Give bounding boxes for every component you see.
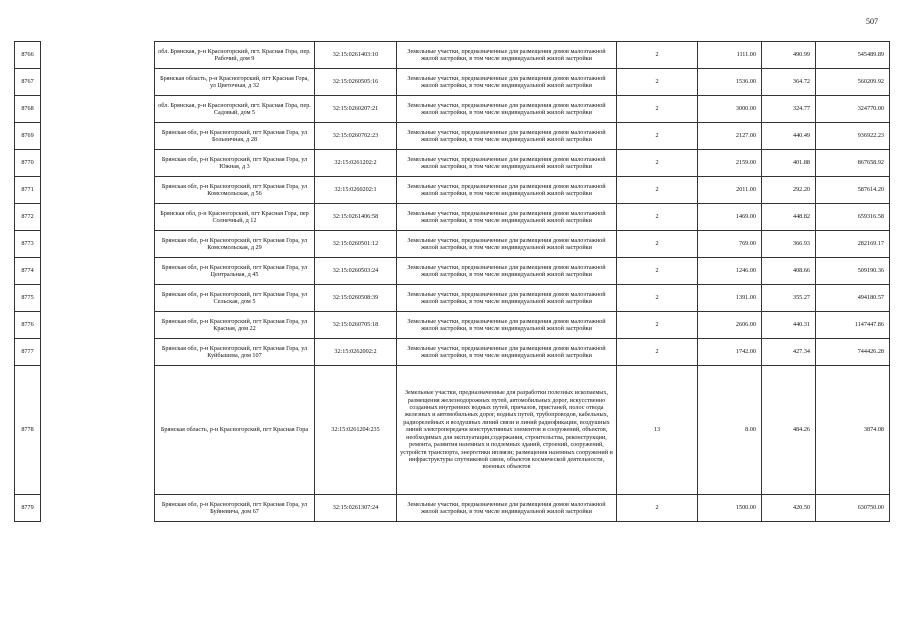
address-cell: Брянская область, р-н Красногорский, пгт Красная Гора — [155, 366, 315, 495]
area-cell: 1111.00 — [698, 42, 762, 69]
rate-cell: 490.99 — [762, 42, 816, 69]
gap-cell — [41, 312, 155, 339]
table-row — [15, 231, 890, 258]
area-cell: 1742.00 — [698, 339, 762, 366]
rate-cell: 324.77 — [762, 96, 816, 123]
land-use-cell: Земельные участки, предназначенные для размещения домов малоэтажной жилой застройки, в том числе индивидуальной жилой застройки — [397, 123, 617, 150]
group-cell: 2 — [617, 285, 698, 312]
address-cell: Брянская область, р-н Красногорский, пгт Красная Гора, ул Цветочная, д 32 — [155, 69, 315, 96]
table-row — [15, 339, 890, 366]
rate-cell: 448.82 — [762, 204, 816, 231]
table-row — [15, 177, 890, 204]
cadastral-number-cell: 32:15:0261307:24 — [315, 495, 397, 522]
cadastral-number-cell: 32:15:0261204:235 — [315, 366, 397, 495]
gap-cell — [41, 366, 155, 495]
rate-cell: 484.26 — [762, 366, 816, 495]
row-id: 8767 — [15, 69, 41, 96]
address-cell: Брянская обл, р-н Красногорский, пгт Красная Гора, ул Центральная, д 45 — [155, 258, 315, 285]
cadastral-value-cell: 587614.20 — [816, 177, 890, 204]
rate-cell: 408.66 — [762, 258, 816, 285]
group-cell: 2 — [617, 258, 698, 285]
group-cell: 2 — [617, 69, 698, 96]
address-cell: Брянская обл, р-н Красногорский, пгт Красная Гора, ул Красная, дом 22 — [155, 312, 315, 339]
gap-cell — [41, 69, 155, 96]
cadastral-number-cell: 32:15:0260503:24 — [315, 258, 397, 285]
row-id: 8778 — [15, 366, 41, 495]
group-cell: 2 — [617, 312, 698, 339]
gap-cell — [41, 123, 155, 150]
cadastral-number-cell: 32:15:0260702:23 — [315, 123, 397, 150]
group-cell: 2 — [617, 204, 698, 231]
land-use-cell: Земельные участки, предназначенные для размещения домов малоэтажной жилой застройки, в том числе индивидуальной жилой застройки — [397, 231, 617, 258]
row-id: 8766 — [15, 42, 41, 69]
land-use-cell: Земельные участки, предназначенные для размещения домов малоэтажной жилой застройки, в том числе индивидуальной жилой застройки — [397, 258, 617, 285]
group-cell: 2 — [617, 150, 698, 177]
cadastral-value-cell: 324770.00 — [816, 96, 890, 123]
rate-cell: 420.50 — [762, 495, 816, 522]
row-id: 8770 — [15, 150, 41, 177]
area-cell: 769.00 — [698, 231, 762, 258]
table-row — [15, 96, 890, 123]
cadastral-number-cell: 32:15:0261406:58 — [315, 204, 397, 231]
cadastral-value-cell: 282169.17 — [816, 231, 890, 258]
area-cell: 3000.00 — [698, 96, 762, 123]
area-cell: 1469.00 — [698, 204, 762, 231]
land-use-cell: Земельные участки, предназначенные для размещения домов малоэтажной жилой застройки, в том числе индивидуальной жилой застройки — [397, 312, 617, 339]
cadastral-number-cell: 32:15:0260501:12 — [315, 231, 397, 258]
cadastral-value-cell: 936922.23 — [816, 123, 890, 150]
cadastral-number-cell: 32:15:0261403:10 — [315, 42, 397, 69]
address-cell: Брянская обл, р-н Красногорский, пгт Красная Гора, ул Сельская, дом 5 — [155, 285, 315, 312]
gap-cell — [41, 231, 155, 258]
gap-cell — [41, 204, 155, 231]
area-cell: 2127.00 — [698, 123, 762, 150]
area-cell: 1536.00 — [698, 69, 762, 96]
row-id: 8776 — [15, 312, 41, 339]
group-cell: 2 — [617, 123, 698, 150]
row-id: 8768 — [15, 96, 41, 123]
group-cell: 2 — [617, 42, 698, 69]
row-id: 8771 — [15, 177, 41, 204]
table-row — [15, 204, 890, 231]
land-use-cell: Земельные участки, предназначенные для размещения домов малоэтажной жилой застройки, в том числе индивидуальной жилой застройки — [397, 42, 617, 69]
rate-cell: 364.72 — [762, 69, 816, 96]
gap-cell — [41, 42, 155, 69]
cadastral-value-cell: 1147447.86 — [816, 312, 890, 339]
land-use-cell: Земельные участки, предназначенные для размещения домов малоэтажной жилой застройки, в том числе индивидуальной жилой застройки — [397, 69, 617, 96]
rate-cell: 366.93 — [762, 231, 816, 258]
gap-cell — [41, 495, 155, 522]
land-use-cell: Земельные участки, предназначенные для размещения домов малоэтажной жилой застройки, в том числе индивидуальной жилой застройки — [397, 285, 617, 312]
group-cell: 2 — [617, 339, 698, 366]
address-cell: Брянская обл, р-н Красногорский, пгт Красная Гора, ул Комсомольская, д 56 — [155, 177, 315, 204]
land-use-cell: Земельные участки, предназначенные для размещения домов малоэтажной жилой застройки, в том числе индивидуальной жилой застройки — [397, 495, 617, 522]
page-number: 507 — [866, 17, 878, 26]
table-row — [15, 495, 890, 522]
address-cell: Брянская обл, р-н Красногорский, пгт Красная Гора, ул Комсомольская, д 29 — [155, 231, 315, 258]
row-id: 8773 — [15, 231, 41, 258]
address-cell: Брянская обл, р-н Красногорский, пгт Красная Гора, пер Солнечный, д 12 — [155, 204, 315, 231]
land-use-cell: Земельные участки, предназначенные для размещения домов малоэтажной жилой застройки, в том числе индивидуальной жилой застройки — [397, 96, 617, 123]
row-id: 8774 — [15, 258, 41, 285]
table-row — [15, 123, 890, 150]
rate-cell: 440.49 — [762, 123, 816, 150]
cadastral-value-cell: 3874.08 — [816, 366, 890, 495]
land-use-cell: Земельные участки, предназначенные для размещения домов малоэтажной жилой застройки, в том числе индивидуальной жилой застройки — [397, 150, 617, 177]
land-use-cell: Земельные участки, предназначенные для размещения домов малоэтажной жилой застройки, в том числе индивидуальной жилой застройки — [397, 204, 617, 231]
land-use-cell: Земельные участки, предназначенные для размещения домов малоэтажной жилой застройки, в том числе индивидуальной жилой застройки — [397, 177, 617, 204]
cadastral-number-cell: 32:15:0260207:21 — [315, 96, 397, 123]
area-cell: 8.00 — [698, 366, 762, 495]
cadastral-number-cell: 32:15:0260202:1 — [315, 177, 397, 204]
cadastral-value-cell: 659316.58 — [816, 204, 890, 231]
area-cell: 2011.00 — [698, 177, 762, 204]
rate-cell: 440.31 — [762, 312, 816, 339]
cadastral-number-cell: 32:15:0261202:2 — [315, 150, 397, 177]
address-cell: Брянская обл, р-н Красногорский, пгт Красная Гора, ул Буйневича, дом 67 — [155, 495, 315, 522]
rate-cell: 401.88 — [762, 150, 816, 177]
cadastral-number-cell: 32:15:0262002:2 — [315, 339, 397, 366]
area-cell: 2606.00 — [698, 312, 762, 339]
table-row — [15, 312, 890, 339]
address-cell: Брянская обл, р-н Красногорский, пгт Красная Гора, ул Южная, д 3 — [155, 150, 315, 177]
area-cell: 1391.00 — [698, 285, 762, 312]
cadastral-number-cell: 32:15:0260508:39 — [315, 285, 397, 312]
cadastral-value-cell: 509190.36 — [816, 258, 890, 285]
group-cell: 2 — [617, 177, 698, 204]
table-body — [15, 42, 890, 522]
land-use-cell: Земельные участки, предназначенные для разработки полезных ископаемых, размещения железнодорожных путей, автомобильных дорог, искусственно созданных внутренних водных путей, причалов, пристаней, полос отвода железных и автомобильных дорог, водных путей, трубопроводов, кабельных, радиорелейных и воздушных линий связи и линий радиофикации, воздушных линий электропередачи конструктивных элементов и сооружений, объектов, необходимых для эксплуатации,содержания, строительства, реконструкции, ремонта, развития наземных и подземных зданий, строений, сооружений, устройств транспорта, энергетики ипзвязи; размещения наземных сооружений и инфраструктуры спутниковой связи, объектов космической деятельности, военных объектов — [397, 366, 617, 495]
cadastral-value-cell: 560209.92 — [816, 69, 890, 96]
rate-cell: 355.27 — [762, 285, 816, 312]
area-cell: 1500.00 — [698, 495, 762, 522]
table-row — [15, 150, 890, 177]
address-cell: обл. Брянская, р-н Красногорский, пгт. Красная Гора, пер. Рабочий, дом 9 — [155, 42, 315, 69]
rate-cell: 292.20 — [762, 177, 816, 204]
gap-cell — [41, 339, 155, 366]
gap-cell — [41, 177, 155, 204]
group-cell: 2 — [617, 96, 698, 123]
group-cell: 2 — [617, 495, 698, 522]
gap-cell — [41, 285, 155, 312]
table-row — [15, 69, 890, 96]
address-cell: обл. Брянская, р-н Красногорский, пгт. Красная Гора, пер. Садовый, дом 5 — [155, 96, 315, 123]
row-id: 8775 — [15, 285, 41, 312]
address-cell: Брянская обл, р-н Красногорский, пгт Красная Гора, ул Куйбышева, дом 107 — [155, 339, 315, 366]
address-cell: Брянская обл, р-н Красногорский, пгт Красная Гора, ул Больничная, д 28 — [155, 123, 315, 150]
group-cell: 2 — [617, 231, 698, 258]
area-cell: 1246.00 — [698, 258, 762, 285]
cadastral-number-cell: 32:15:0260505:16 — [315, 69, 397, 96]
land-use-cell: Земельные участки, предназначенные для размещения домов малоэтажной жилой застройки, в том числе индивидуальной жилой застройки — [397, 339, 617, 366]
table-row — [15, 42, 890, 69]
row-id: 8769 — [15, 123, 41, 150]
cadastral-number-cell: 32:15:0260705:18 — [315, 312, 397, 339]
cadastral-value-cell: 494180.57 — [816, 285, 890, 312]
rate-cell: 427.34 — [762, 339, 816, 366]
row-id: 8777 — [15, 339, 41, 366]
group-cell: 13 — [617, 366, 698, 495]
cadastral-value-cell: 867658.92 — [816, 150, 890, 177]
gap-cell — [41, 150, 155, 177]
table-row — [15, 285, 890, 312]
gap-cell — [41, 96, 155, 123]
cadastral-value-cell: 744426.28 — [816, 339, 890, 366]
area-cell: 2159.00 — [698, 150, 762, 177]
gap-cell — [41, 258, 155, 285]
cadastral-value-table — [14, 41, 890, 522]
row-id: 8772 — [15, 204, 41, 231]
table-row — [15, 366, 890, 495]
cadastral-value-cell: 545489.89 — [816, 42, 890, 69]
table-row — [15, 258, 890, 285]
cadastral-value-cell: 630750.00 — [816, 495, 890, 522]
row-id: 8779 — [15, 495, 41, 522]
